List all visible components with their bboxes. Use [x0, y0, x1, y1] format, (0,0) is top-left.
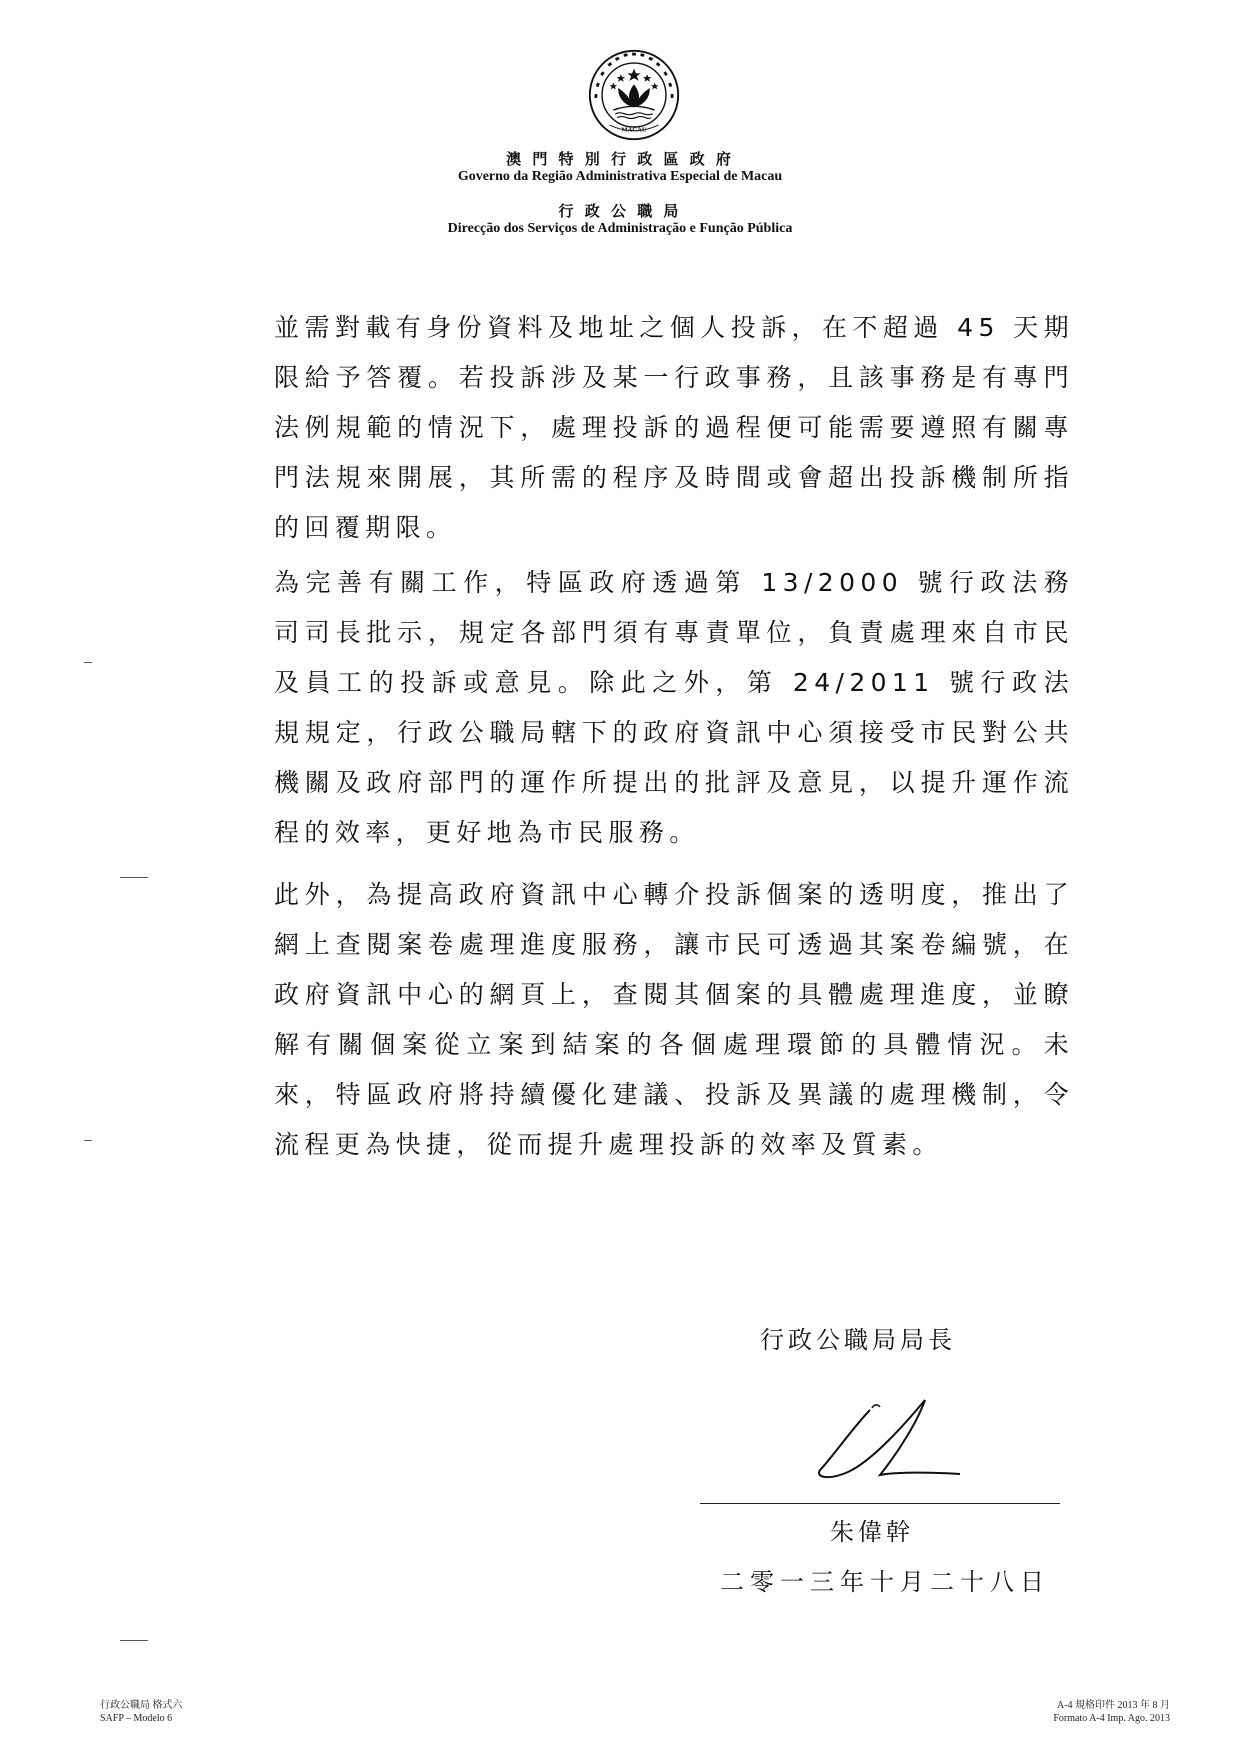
signatory-title: 行政公職局局長 [760, 1326, 956, 1354]
macau-emblem [587, 48, 681, 142]
signatory-name: 朱偉幹 [830, 1518, 914, 1546]
department-name-pt: Direcção dos Serviços de Administração e Função Pública [447, 221, 793, 236]
fold-mark [120, 1640, 148, 1641]
paragraph-3: 此外，為提高政府資訊中心轉介投訴個案的透明度，推出了網上查閱案卷處理進度服務，讓市民可透過其案卷編號，在政府資訊中心的網頁上，查閱其個案的具體處理進度，並瞭解有關個案從立案到結案的各個處理環節的具體情況。未來，特區政府將持續優化建議、投訴及異議的處理機制，令流程更為快捷，從而提升處理投訴的效率及質素。 [274, 880, 1074, 1159]
government-name-zh: 澳 門 特 別 行 政 區 政 府 [506, 150, 734, 168]
signature-line [700, 1503, 1060, 1504]
footer-form-code [100, 1699, 183, 1725]
government-name-pt: Governo da Região Administrativa Especial de Macau [457, 169, 783, 184]
fold-mark [84, 1140, 92, 1141]
paragraph-2: 為完善有關工作，特區政府透過第 13/2000 號行政法務司司長批示，規定各部門須有專責單位，負責處理來自市民及員工的投訴或意見。除此之外，第 24/2011 號行政法規規定，行政公職局轄下的政府資訊中心須接受市民對公共機關及政府部門的運作所提出的批評及意見，以提升運作流程的效率，更好地為市民服務。 [274, 568, 1074, 847]
letter-body-3 [274, 870, 1074, 1220]
footer-print-info [1020, 1699, 1170, 1725]
footer-print-info-zh: A-4 規格印件 2013 年 8 月 [1056, 1700, 1170, 1711]
letter-date: 二零一三年十月二十八日 [720, 1568, 1050, 1596]
fold-mark [120, 877, 148, 878]
emblem-band-text: MACAU [621, 126, 647, 134]
footer-print-info-pt: Formato A-4 Imp. Ago. 2013 [1053, 1713, 1170, 1724]
letter-body [274, 303, 1074, 542]
letter-body-2 [274, 558, 1074, 858]
department-name-zh: 行 政 公 職 局 [558, 202, 682, 220]
handwritten-signature [800, 1370, 980, 1500]
footer-form-code-pt: SAFP – Modelo 6 [100, 1713, 173, 1724]
paragraph-1: 並需對載有身份資料及地址之個人投訴，在不超過 45 天期限給予答覆。若投訴涉及某一行政事務，且該事務是有專門法例規範的情況下，處理投訴的過程便可能需要遵照有關專門法規來開展，其所需的程序及時間或會超出投訴機制所指的回覆期限。 [274, 313, 1074, 542]
footer-form-code-zh: 行政公職局 格式六 [100, 1700, 183, 1711]
fold-mark [84, 662, 92, 663]
